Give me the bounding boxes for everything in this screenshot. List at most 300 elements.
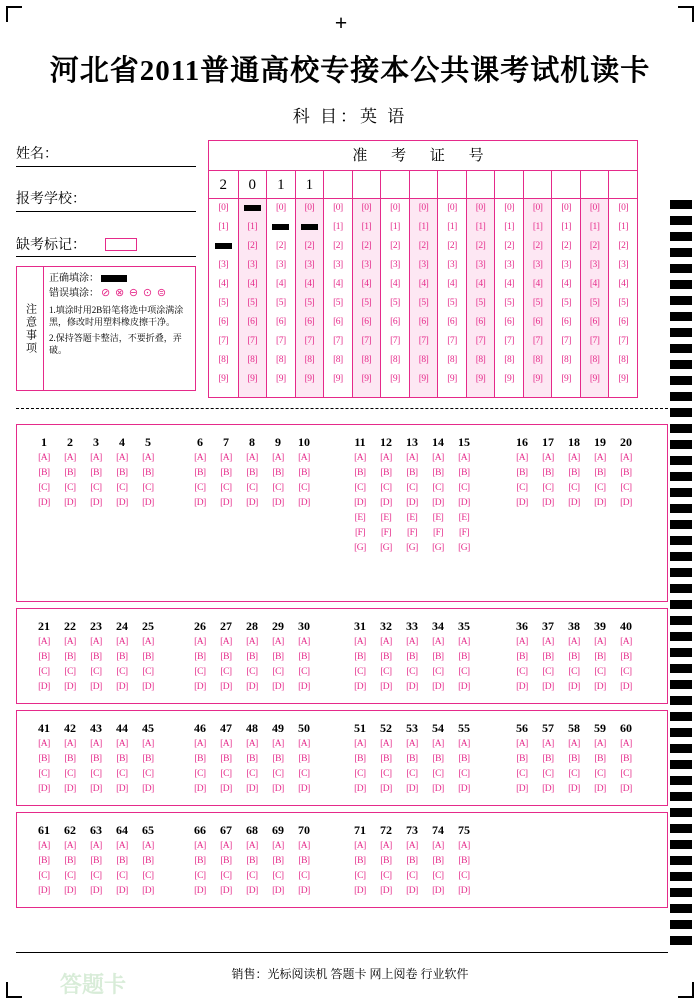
answer-bubble[interactable]: [C] [194,667,206,677]
question-column[interactable] [187,433,213,511]
answer-bubble[interactable]: [D] [272,784,284,794]
exam-number-written-digit[interactable] [580,171,609,199]
answer-bubble[interactable]: [G] [458,543,470,553]
question-group[interactable] [31,433,161,511]
answer-bubble[interactable]: [C] [594,483,606,493]
question-column[interactable] [451,821,477,899]
exam-number-bubble[interactable]: [4] [418,279,429,289]
exam-number-bubble[interactable]: [9] [561,374,571,384]
exam-number-bubble[interactable]: [7] [247,336,258,346]
question-column[interactable] [213,433,239,511]
exam-number-bubble[interactable]: [8] [589,355,600,365]
exam-number-bubble[interactable]: [8] [532,355,543,365]
exam-number-bubble[interactable]: [3] [532,260,543,270]
exam-number-column[interactable] [551,199,580,397]
exam-number-bubble[interactable]: [3] [618,260,628,270]
exam-number-column[interactable] [266,199,295,397]
answer-bubble[interactable]: [B] [116,856,128,866]
exam-number-bubble[interactable]: [4] [361,279,372,289]
exam-number-bubble[interactable]: [8] [333,355,343,365]
answer-bubble[interactable]: [A] [406,739,418,749]
exam-number-bubble[interactable]: [1] [504,222,514,232]
answer-bubble[interactable]: [A] [380,739,392,749]
answer-bubble[interactable]: [D] [90,886,102,896]
exam-number-bubble[interactable]: [1] [333,222,343,232]
answer-bubble[interactable]: [B] [272,652,284,662]
exam-number-bubble[interactable]: [5] [532,298,543,308]
answer-bubble[interactable]: [B] [432,856,444,866]
exam-number-bubble[interactable]: [2] [390,241,400,251]
answer-bubble[interactable]: [C] [594,667,606,677]
exam-number-bubble[interactable]: [0] [333,203,343,213]
question-column[interactable] [613,617,639,695]
exam-number-bubble[interactable]: [1] [218,222,229,232]
exam-number-bubble[interactable]: [6] [247,317,258,327]
answer-bubble[interactable]: [C] [354,871,366,881]
answer-bubble[interactable]: [C] [542,667,554,677]
answer-bubble[interactable]: [A] [220,739,232,749]
exam-number-bubble[interactable]: [1] [589,222,600,232]
exam-number-column[interactable] [323,199,352,397]
answer-bubble[interactable]: [G] [354,543,366,553]
answer-bubble[interactable]: [D] [220,682,232,692]
answer-bubble[interactable]: [A] [594,739,606,749]
answer-bubble[interactable]: [C] [380,483,392,493]
answer-bubble[interactable]: [D] [406,498,418,508]
exam-number-bubble[interactable]: [0] [532,203,543,213]
question-group[interactable] [31,821,161,899]
question-column[interactable] [535,617,561,695]
answer-section-2[interactable] [16,608,668,704]
answer-bubble[interactable]: [D] [568,682,580,692]
question-column[interactable] [83,433,109,511]
exam-number-bubble[interactable]: [0] [561,203,571,213]
exam-number-written-digit[interactable] [409,171,438,199]
answer-bubble[interactable]: [C] [354,769,366,779]
exam-number-bubble[interactable]: [4] [333,279,343,289]
answer-bubble[interactable]: [B] [458,652,470,662]
answer-bubble[interactable]: [C] [568,769,580,779]
answer-bubble[interactable]: [C] [142,871,154,881]
exam-number-written-digit[interactable] [551,171,580,199]
exam-number-bubble[interactable]: [3] [276,260,286,270]
answer-bubble[interactable]: [C] [90,667,102,677]
question-group[interactable] [187,433,317,511]
answer-bubble[interactable]: [C] [620,483,632,493]
answer-bubble[interactable]: [B] [272,856,284,866]
question-column[interactable] [239,617,265,695]
exam-number-written-digit[interactable] [523,171,552,199]
answer-bubble[interactable]: [B] [458,468,470,478]
answer-bubble[interactable]: [A] [246,453,258,463]
exam-number-bubble[interactable]: [5] [304,298,315,308]
answer-bubble[interactable]: [D] [272,886,284,896]
answer-bubble[interactable]: [A] [354,739,366,749]
question-column[interactable] [57,617,83,695]
exam-number-bubble[interactable]: [2] [247,241,258,251]
exam-number-bubble[interactable]: [1] [475,222,486,232]
exam-number-bubble[interactable]: [3] [247,260,258,270]
exam-number-bubble[interactable]: [0] [504,203,514,213]
exam-number-bubble[interactable] [209,237,238,256]
exam-number-column[interactable] [295,199,324,397]
answer-bubble[interactable]: [D] [64,886,76,896]
answer-bubble[interactable]: [A] [458,841,470,851]
answer-bubble[interactable]: [A] [568,637,580,647]
answer-bubble[interactable]: [C] [194,871,206,881]
exam-number-bubble[interactable]: [9] [361,374,372,384]
answer-bubble[interactable]: [B] [142,652,154,662]
exam-number-bubble-grid[interactable] [209,199,637,397]
answer-bubble[interactable]: [A] [64,637,76,647]
exam-number-bubble[interactable]: [1] [532,222,543,232]
exam-number-bubble[interactable]: [3] [589,260,600,270]
answer-bubble[interactable]: [A] [38,637,50,647]
exam-number-bubble[interactable]: [2] [504,241,514,251]
exam-number-bubble[interactable]: [7] [589,336,600,346]
answer-bubble[interactable]: [D] [432,682,444,692]
answer-bubble[interactable]: [D] [516,682,528,692]
answer-bubble[interactable]: [A] [432,453,444,463]
answer-bubble[interactable]: [C] [220,667,232,677]
answer-bubble[interactable]: [D] [406,682,418,692]
answer-bubble[interactable]: [D] [354,498,366,508]
exam-number-bubble[interactable]: [6] [304,317,315,327]
answer-bubble[interactable]: [C] [298,483,310,493]
answer-bubble[interactable]: [B] [380,856,392,866]
answer-bubble[interactable]: [A] [38,453,50,463]
answer-bubble[interactable]: [B] [568,468,580,478]
exam-number-bubble[interactable]: [2] [532,241,543,251]
answer-bubble[interactable]: [A] [142,739,154,749]
exam-number-bubble[interactable]: [8] [218,355,229,365]
answer-bubble[interactable]: [C] [516,667,528,677]
exam-number-bubble[interactable]: [2] [447,241,457,251]
answer-bubble[interactable]: [A] [246,739,258,749]
answer-bubble[interactable]: [D] [594,498,606,508]
answer-bubble[interactable]: [D] [90,784,102,794]
exam-number-bubble[interactable]: [6] [475,317,486,327]
exam-number-written-digit[interactable] [608,171,637,199]
exam-number-bubble[interactable]: [8] [504,355,514,365]
answer-bubble[interactable]: [D] [116,498,128,508]
question-column[interactable] [213,617,239,695]
answer-bubble[interactable]: [C] [220,769,232,779]
question-column[interactable] [187,719,213,797]
answer-bubble[interactable]: [C] [380,871,392,881]
answer-section-4[interactable] [16,812,668,908]
answer-bubble[interactable]: [C] [272,769,284,779]
answer-bubble[interactable]: [C] [194,483,206,493]
answer-bubble[interactable]: [B] [220,468,232,478]
answer-bubble[interactable]: [C] [38,769,50,779]
question-column[interactable] [31,433,57,511]
answer-bubble[interactable]: [C] [542,483,554,493]
answer-bubble[interactable]: [A] [516,453,528,463]
answer-bubble[interactable]: [C] [116,483,128,493]
question-column[interactable] [399,617,425,695]
answer-bubble[interactable]: [A] [432,637,444,647]
answer-bubble[interactable]: [B] [194,856,206,866]
answer-bubble[interactable]: [B] [516,754,528,764]
question-column[interactable] [509,719,535,797]
answer-bubble[interactable]: [A] [272,637,284,647]
question-column[interactable] [135,821,161,899]
answer-bubble[interactable]: [D] [116,886,128,896]
exam-number-bubble[interactable]: [7] [532,336,543,346]
answer-bubble[interactable]: [D] [64,784,76,794]
answer-bubble[interactable]: [D] [406,784,418,794]
question-column[interactable] [587,433,613,511]
question-group[interactable] [187,821,317,899]
question-group[interactable] [509,433,639,511]
answer-bubble[interactable]: [C] [64,483,76,493]
answer-bubble[interactable]: [D] [542,498,554,508]
answer-bubble[interactable]: [D] [354,784,366,794]
exam-number-written-digit[interactable] [494,171,523,199]
question-column[interactable] [239,719,265,797]
answer-bubble[interactable]: [A] [380,637,392,647]
exam-number-bubble[interactable]: [0] [276,203,286,213]
answer-bubble[interactable]: [B] [380,468,392,478]
answer-bubble[interactable]: [B] [116,468,128,478]
answer-bubble[interactable]: [D] [142,682,154,692]
exam-number-bubble[interactable]: [4] [390,279,400,289]
answer-bubble[interactable]: [A] [246,637,258,647]
exam-number-bubble[interactable]: [4] [247,279,258,289]
answer-bubble[interactable]: [D] [380,886,392,896]
answer-bubble[interactable]: [C] [220,483,232,493]
answer-bubble[interactable]: [F] [406,528,418,538]
answer-bubble[interactable]: [A] [458,453,470,463]
answer-bubble[interactable]: [A] [542,453,554,463]
answer-bubble[interactable]: [A] [298,637,310,647]
answer-bubble[interactable]: [B] [542,754,554,764]
question-column[interactable] [213,719,239,797]
answer-bubble[interactable]: [D] [142,886,154,896]
question-group[interactable] [509,617,639,695]
answer-bubble[interactable]: [C] [458,871,470,881]
answer-bubble[interactable]: [C] [38,871,50,881]
answer-bubble[interactable]: [C] [354,667,366,677]
exam-number-bubble[interactable]: [9] [418,374,429,384]
question-column[interactable] [57,719,83,797]
question-column[interactable] [587,719,613,797]
answer-bubble[interactable]: [A] [38,841,50,851]
answer-bubble[interactable]: [D] [246,886,258,896]
question-column[interactable] [291,821,317,899]
question-column[interactable] [239,433,265,511]
answer-bubble[interactable]: [B] [142,754,154,764]
answer-bubble[interactable]: [D] [38,886,50,896]
exam-number-bubble[interactable]: [6] [618,317,628,327]
exam-number-bubble[interactable]: [5] [218,298,229,308]
question-group[interactable] [347,821,477,899]
exam-number-column[interactable] [380,199,409,397]
answer-bubble[interactable]: [B] [272,468,284,478]
answer-bubble[interactable]: [B] [38,856,50,866]
exam-number-bubble[interactable]: [1] [418,222,429,232]
answer-bubble[interactable]: [A] [380,453,392,463]
exam-number-bubble[interactable]: [7] [475,336,486,346]
answer-bubble[interactable]: [A] [354,637,366,647]
answer-bubble[interactable]: [B] [246,856,258,866]
question-column[interactable] [135,719,161,797]
question-group[interactable] [509,719,639,797]
answer-bubble[interactable]: [B] [90,468,102,478]
answer-bubble[interactable]: [A] [432,841,444,851]
answer-bubble[interactable]: [B] [620,468,632,478]
exam-number-bubble[interactable] [296,218,324,237]
answer-bubble[interactable]: [C] [116,871,128,881]
answer-bubble[interactable]: [D] [568,784,580,794]
question-column[interactable] [83,821,109,899]
exam-number-bubble[interactable]: [5] [561,298,571,308]
answer-bubble[interactable]: [A] [220,453,232,463]
answer-bubble[interactable]: [A] [272,739,284,749]
exam-number-column[interactable] [238,199,267,397]
answer-bubble[interactable]: [D] [568,498,580,508]
answer-bubble[interactable]: [E] [354,513,366,523]
exam-number-bubble[interactable]: [9] [618,374,628,384]
answer-bubble[interactable]: [D] [542,784,554,794]
answer-bubble[interactable]: [B] [38,652,50,662]
answer-bubble[interactable]: [A] [142,637,154,647]
answer-bubble[interactable]: [B] [542,468,554,478]
exam-number-bubble[interactable]: [7] [276,336,286,346]
exam-number-bubble[interactable]: [1] [247,222,258,232]
answer-bubble[interactable]: [A] [90,637,102,647]
answer-bubble[interactable]: [C] [620,769,632,779]
question-column[interactable] [239,821,265,899]
exam-number-bubble[interactable]: [7] [218,336,229,346]
exam-number-bubble[interactable]: [4] [218,279,229,289]
answer-bubble[interactable]: [C] [620,667,632,677]
answer-bubble[interactable]: [B] [458,856,470,866]
answer-bubble[interactable]: [G] [380,543,392,553]
question-column[interactable] [291,719,317,797]
question-group[interactable] [187,719,317,797]
answer-bubble[interactable]: [D] [380,784,392,794]
exam-number-bubble[interactable]: [3] [361,260,372,270]
exam-number-bubble[interactable]: [2] [475,241,486,251]
question-column[interactable] [265,821,291,899]
question-group[interactable] [187,617,317,695]
answer-bubble[interactable]: [F] [458,528,470,538]
answer-bubble[interactable]: [C] [246,483,258,493]
answer-bubble[interactable]: [D] [272,498,284,508]
exam-number-bubble[interactable]: [9] [504,374,514,384]
answer-bubble[interactable]: [B] [90,652,102,662]
answer-bubble[interactable]: [D] [380,498,392,508]
answer-bubble[interactable]: [A] [246,841,258,851]
answer-bubble[interactable]: [B] [516,652,528,662]
answer-bubble[interactable]: [B] [298,468,310,478]
answer-bubble[interactable]: [D] [354,886,366,896]
answer-bubble[interactable]: [B] [38,754,50,764]
answer-bubble[interactable]: [B] [354,468,366,478]
answer-bubble[interactable]: [D] [620,784,632,794]
answer-bubble[interactable]: [D] [142,784,154,794]
exam-number-written-digit[interactable]: 0 [238,171,267,199]
answer-bubble[interactable]: [A] [380,841,392,851]
exam-number-bubble[interactable]: [2] [304,241,315,251]
exam-number-bubble[interactable]: [8] [418,355,429,365]
answer-bubble[interactable]: [D] [298,682,310,692]
answer-bubble[interactable]: [D] [38,682,50,692]
question-column[interactable] [109,433,135,511]
exam-number-column[interactable] [466,199,495,397]
answer-bubble[interactable]: [C] [516,769,528,779]
answer-bubble[interactable]: [C] [246,871,258,881]
exam-number-bubble[interactable]: [8] [390,355,400,365]
answer-bubble[interactable]: [E] [380,513,392,523]
answer-bubble[interactable]: [C] [90,871,102,881]
exam-number-bubble[interactable]: [0] [475,203,486,213]
answer-bubble[interactable]: [B] [246,652,258,662]
answer-bubble[interactable]: [A] [194,739,206,749]
answer-bubble[interactable]: [B] [272,754,284,764]
answer-bubble[interactable]: [B] [380,652,392,662]
exam-number-bubble[interactable]: [9] [475,374,486,384]
exam-number-bubble[interactable]: [6] [390,317,400,327]
answer-bubble[interactable]: [B] [90,856,102,866]
exam-number-written-digit[interactable] [352,171,381,199]
answer-bubble[interactable]: [F] [432,528,444,538]
answer-bubble[interactable]: [A] [64,453,76,463]
answer-bubble[interactable]: [D] [458,784,470,794]
answer-bubble[interactable]: [E] [458,513,470,523]
answer-bubble[interactable]: [A] [298,453,310,463]
exam-number-bubble[interactable]: [5] [475,298,486,308]
question-column[interactable] [425,821,451,899]
question-group[interactable] [347,719,477,797]
question-group[interactable] [31,719,161,797]
answer-bubble[interactable]: [B] [38,468,50,478]
answer-bubble[interactable]: [C] [246,769,258,779]
answer-bubble[interactable]: [B] [194,468,206,478]
answer-bubble[interactable]: [C] [432,871,444,881]
exam-number-bubble[interactable]: [1] [561,222,571,232]
question-column[interactable] [509,617,535,695]
question-column[interactable] [509,433,535,511]
answer-bubble[interactable]: [C] [432,667,444,677]
exam-number-bubble[interactable]: [7] [333,336,343,346]
question-group[interactable] [347,617,477,695]
answer-bubble[interactable]: [B] [64,754,76,764]
question-column[interactable] [399,433,425,556]
exam-number-written-digit[interactable] [466,171,495,199]
answer-bubble[interactable]: [C] [406,483,418,493]
answer-bubble[interactable]: [B] [354,754,366,764]
answer-bubble[interactable]: [B] [116,754,128,764]
exam-number-bubble[interactable]: [5] [447,298,457,308]
answer-bubble[interactable]: [D] [38,498,50,508]
exam-number-bubble[interactable]: [9] [390,374,400,384]
exam-number-bubble[interactable]: [7] [618,336,628,346]
question-column[interactable] [535,719,561,797]
exam-number-bubble[interactable]: [1] [447,222,457,232]
answer-bubble[interactable]: [C] [458,667,470,677]
question-column[interactable] [135,617,161,695]
answer-bubble[interactable]: [B] [298,652,310,662]
answer-bubble[interactable]: [C] [272,667,284,677]
answer-bubble[interactable]: [B] [194,652,206,662]
answer-bubble[interactable]: [C] [458,483,470,493]
exam-number-bubble[interactable]: [7] [304,336,315,346]
answer-bubble[interactable]: [D] [220,498,232,508]
answer-bubble[interactable]: [B] [64,468,76,478]
